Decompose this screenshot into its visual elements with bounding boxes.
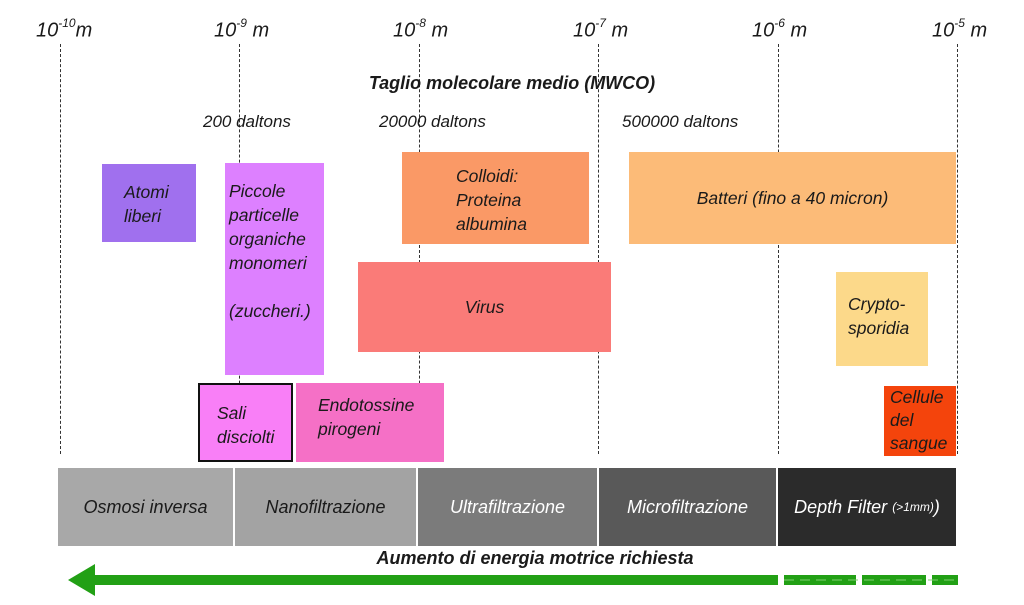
nano-label: Nanofiltrazione — [265, 496, 386, 517]
cellule-line-2: del — [890, 410, 914, 430]
batteri-label: Batteri (fino a 40 micron) — [696, 188, 889, 208]
scale-label-1e-8: $10^{-8}$ m — [393, 16, 449, 42]
depth-label: Depth Filter — [794, 496, 888, 517]
scale-label-1e-9: $10^{-9}$ m — [214, 16, 270, 42]
crypto-line-2: sporidia — [848, 318, 910, 338]
mwco-title: Taglio molecolare medio (MWCO) — [368, 73, 656, 93]
piccole-line-2: particelle — [229, 205, 300, 225]
box-piccole-particelle — [225, 163, 324, 375]
scale-label-1e-7: $10^{-7}$ m — [573, 16, 629, 42]
gridline-1e-5 — [957, 44, 958, 454]
sali-line-2: disciolti — [217, 427, 275, 447]
band-ultrafiltrazione — [418, 468, 597, 546]
colloidi-line-1: Colloidi: — [456, 166, 519, 186]
piccole-line-3: organiche — [229, 229, 306, 249]
box-cryptosporidia — [836, 272, 928, 366]
ultra-label: Ultrafiltrazione — [449, 496, 566, 517]
gridline-1e-7 — [598, 44, 599, 454]
piccole-line-1: Piccole — [229, 181, 286, 201]
scale-label-1e-5: $10^{-5}$ m — [932, 16, 988, 42]
energy-label: Aumento di energia motrice richiesta — [376, 548, 694, 568]
colloidi-line-2: Proteina — [456, 190, 522, 210]
depth-close-paren: ) — [933, 496, 940, 517]
depth-note: (>1mm) — [892, 500, 934, 514]
osmosi-label: Osmosi inversa — [83, 496, 208, 517]
sali-line-1: Sali — [217, 403, 247, 423]
piccole-line-5 — [229, 275, 324, 299]
band-osmosi-inversa — [58, 468, 233, 546]
dalton-label-200: 200 daltons — [203, 112, 291, 131]
scale-label-1e-6: $10^{-6}$ m — [752, 16, 808, 42]
dalton-label-500000: 500000 daltons — [622, 112, 739, 131]
band-depth-filter — [778, 468, 956, 546]
piccole-line-4: monomeri — [229, 253, 307, 273]
gridline-1e-6 — [778, 44, 779, 454]
box-atomi-liberi — [102, 164, 196, 242]
endotossine-line-2: pirogeni — [318, 419, 381, 439]
micro-label: Microfiltrazione — [626, 496, 749, 517]
cellule-line-3: sangue — [890, 433, 948, 453]
gridline-1e-10 — [60, 44, 61, 454]
virus-label: Virus — [464, 297, 505, 317]
band-microfiltrazione — [599, 468, 776, 546]
cellule-line-1: Cellule — [890, 387, 944, 407]
atomi-line-1: Atomi — [124, 182, 169, 202]
arrow-shaft — [94, 575, 778, 585]
box-cellule-sangue — [884, 386, 956, 456]
dalton-label-20000: 20000 daltons — [379, 112, 486, 131]
atomi-line-2: liberi — [124, 206, 161, 226]
arrow-head — [68, 564, 95, 596]
box-sali-disciolti — [198, 383, 293, 462]
scale-label-1e-10: $10^{-10}m$ — [36, 16, 93, 42]
box-endotossine — [296, 383, 444, 462]
box-batteri — [629, 152, 956, 244]
colloidi-line-3: albumina — [456, 214, 528, 234]
band-nanofiltrazione — [235, 468, 416, 546]
piccole-line-6: (zuccheri.) — [229, 301, 311, 321]
crypto-line-1: Crypto- — [848, 294, 906, 314]
endotossine-line-1: Endotossine — [318, 395, 415, 415]
box-colloidi — [402, 152, 589, 244]
energy-arrow-icon — [0, 563, 1024, 603]
box-virus — [358, 262, 611, 352]
